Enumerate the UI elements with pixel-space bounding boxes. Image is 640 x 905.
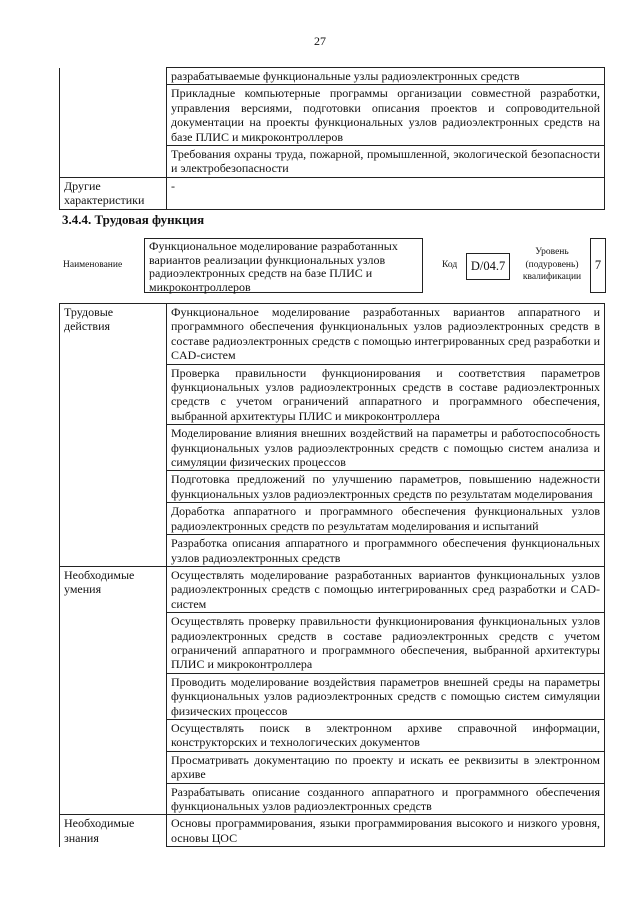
previous-function-table [59, 67, 605, 210]
table-row [60, 68, 605, 85]
group-item: Просматривать документацию по проекту и искать ее реквизиты в электронном архиве [167, 751, 605, 783]
table-row [60, 783, 605, 815]
labor-function-table [59, 303, 605, 847]
group-item: Основы программирования, языки программирования высокого и низкого уровня, основы ЦОС [167, 815, 605, 847]
group-item: Проводить моделирование воздействия параметров внешней среды на параметры функциональных узлов радиоэлектронных средств с помощью систем симуляции физических процессов [167, 673, 605, 719]
row-label [60, 85, 167, 146]
group-item: Моделирование влияния внешних воздействий на параметры и работоспособность функциональных узлов радиоэлектронных средств с помощью систем анализа и симуляции физических процессов [167, 425, 605, 471]
group-item: Разработка описания аппаратного и программного обеспечения функциональных узлов радиоэлектронных средств [167, 535, 605, 567]
group-label-continuation [60, 471, 167, 503]
group-item: Подготовка предложений по улучшению параметров, повышению надежности функциональных узлов радиоэлектронных средств по результатам моделирования [167, 471, 605, 503]
function-name-value: Функциональное моделирование разработанных вариантов реализации функциональных узлов радиоэлектронных средств на базе ПЛИС и микроконтроллеров [144, 238, 423, 293]
row-label [60, 68, 167, 85]
group-label-continuation [60, 535, 167, 567]
table-row [60, 304, 605, 365]
table-row [60, 751, 605, 783]
page-number: 27 [314, 34, 326, 48]
table-row [60, 815, 605, 847]
group-label: Необходимые знания [60, 815, 167, 847]
table-row [60, 85, 605, 146]
table-row [60, 503, 605, 535]
table-row [60, 566, 605, 612]
qualification-level-value: 7 [590, 238, 606, 293]
table-row [60, 613, 605, 674]
group-item: Проверка правильности функционирования и соответствия параметров функциональных узлов радиоэлектронных средств в составе радиоэлектронных средств с учетом ограничений аппаратного и программного обеспечения, выбранной архитектуры ПЛИС и микроконтроллера [167, 364, 605, 425]
code-value: D/04.7 [466, 253, 510, 280]
group-label-continuation [60, 425, 167, 471]
table-row [60, 146, 605, 178]
group-label: Трудовые действия [60, 304, 167, 365]
row-label [60, 146, 167, 178]
group-item: Осуществлять моделирование разработанных вариантов функциональных узлов радиоэлектронных средств с помощью интегрированных сред разработки и CAD-систем [167, 566, 605, 612]
code-label: Код [442, 260, 458, 270]
group-label: Необходимые умения [60, 566, 167, 612]
group-item: Разрабатывать описание созданного аппаратного и программного обеспечения функциональных узлов радиоэлектронных средств [167, 783, 605, 815]
table-row [60, 425, 605, 471]
group-label-continuation [60, 751, 167, 783]
table-row [60, 673, 605, 719]
table-row [60, 535, 605, 567]
table-row [60, 471, 605, 503]
group-item: Доработка аппаратного и программного обеспечения функциональных узлов радиоэлектронных средств по результатам моделирования и испытаний [167, 503, 605, 535]
group-label-continuation [60, 503, 167, 535]
row-label: Другие характеристики [60, 177, 167, 209]
table-row [60, 364, 605, 425]
group-label-continuation [60, 673, 167, 719]
table-row [60, 177, 605, 209]
row-text: - [167, 177, 605, 209]
row-text: Требования охраны труда, пожарной, промышленной, экологической безопасности и электробезопасности [167, 146, 605, 178]
group-item: Осуществлять поиск в электронном архиве справочной информации, конструкторских и технологических документов [167, 719, 605, 751]
group-item: Осуществлять проверку правильности функционирования функциональных узлов радиоэлектронных средств в составе радиоэлектронных средств с учетом ограничений аппаратного и программного обеспечения, выбранной архитектуры ПЛИС и микроконтроллера [167, 613, 605, 674]
section-title: 3.4.4. Трудовая функция [62, 212, 205, 227]
row-text: разрабатываемые функциональные узлы радиоэлектронных средств [167, 68, 605, 85]
table-row [60, 719, 605, 751]
group-label-continuation [60, 613, 167, 674]
group-label-continuation [60, 783, 167, 815]
row-text: Прикладные компьютерные программы организации совместной разработки, управления версиями, подготовки описания проектов и сопроводительной документации на проекты функциональных узлов радиоэлектронных средств на базе ПЛИС и микроконтроллеров [167, 85, 605, 146]
group-label-continuation [60, 364, 167, 425]
group-item: Функциональное моделирование разработанных вариантов аппаратного и программного обеспечения функциональных узлов радиоэлектронных средств в составе радиоэлектронных средств с помощью интегрированных сред разработки и CAD-систем [167, 304, 605, 365]
group-label-continuation [60, 719, 167, 751]
name-label: Наименование [63, 260, 123, 270]
qualification-level-label: Уровень (подуровень) квалификации [522, 247, 582, 282]
